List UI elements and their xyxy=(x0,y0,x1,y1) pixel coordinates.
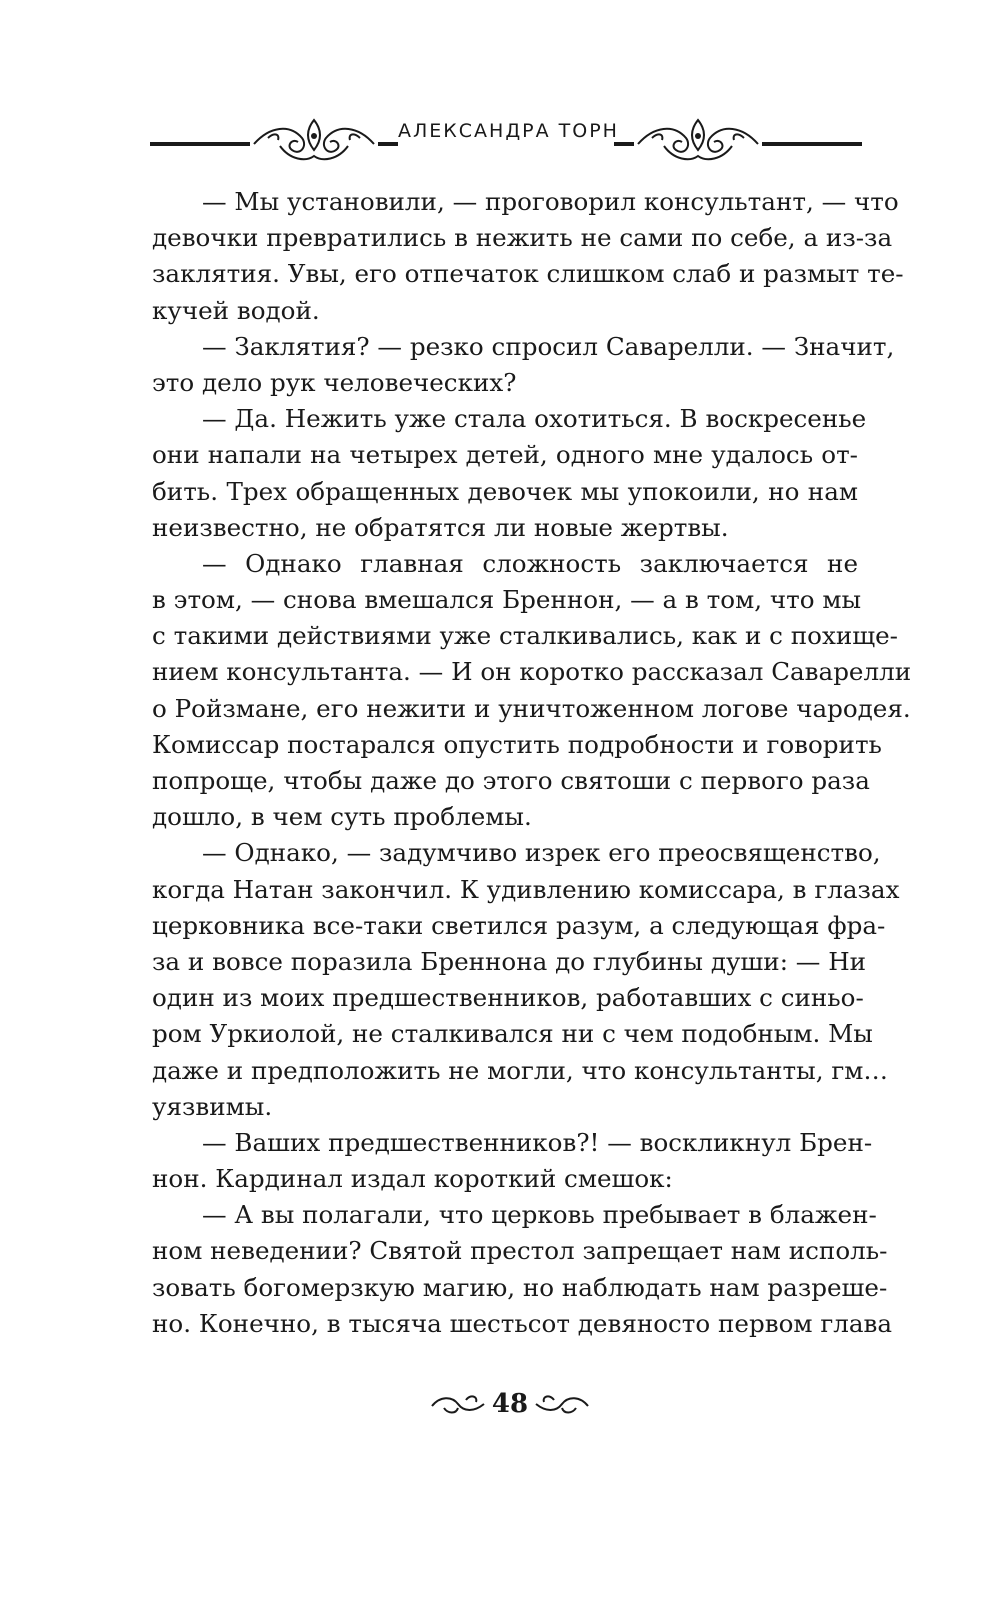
text-line: заклятия. Увы, его отпечаток слишком слаб и размыт те- xyxy=(152,259,904,289)
text-line: бить. Трех обращенных девочек мы упокоили, но нам xyxy=(152,476,858,506)
text-line: ром Уркиолой, не сталкивался ни с чем подобным. Мы xyxy=(152,1019,873,1049)
text-line: — Однако, — задумчиво изрек его преосвященство, xyxy=(202,838,881,868)
text-line: — Мы установили, — проговорил консультант, — что xyxy=(202,187,899,216)
text-line: кучей водой. xyxy=(152,295,320,325)
text-line: — А вы полагали, что церковь пребывает в блажен- xyxy=(202,1200,877,1230)
text-line: нон. Кардинал издал короткий смешок: xyxy=(152,1164,673,1194)
text-line: нием консультанта. — И он коротко рассказал Саварелли xyxy=(152,657,912,687)
text-line: когда Натан закончил. К удивлению комиссара, в глазах xyxy=(152,874,900,904)
text-line: они напали на четырех детей, одного мне удалось от- xyxy=(152,440,858,470)
text-line: это дело рук человеческих? xyxy=(152,367,517,397)
text-line: девочки превратились в нежить не сами по себе, а из-за xyxy=(152,223,893,253)
text-line: с такими действиями уже сталкивались, как и с похище- xyxy=(152,621,898,651)
text-line: один из моих предшественников, работавших с синьо- xyxy=(152,983,864,1013)
page-number: 48 xyxy=(491,1389,529,1419)
body-text xyxy=(152,184,912,1342)
header-rule-mid-right xyxy=(614,142,634,146)
text-line: уязвимы. xyxy=(152,1091,273,1121)
header-rule-left xyxy=(150,142,250,146)
text-line: ном неведении? Святой престол запрещает нам исполь- xyxy=(152,1236,888,1266)
text-line: дошло, в чем суть проблемы. xyxy=(152,802,532,832)
text-line: о Ройзмане, его нежити и уничтоженном логове чародея. xyxy=(152,693,911,723)
text-line: но. Конечно, в тысяча шестьсот девяносто первом глава xyxy=(152,1308,893,1338)
text-line: неизвестно, не обратятся ли новые жертвы. xyxy=(152,512,729,542)
text-line: — Да. Нежить уже стала охотиться. В воскресенье xyxy=(202,404,867,434)
text-line: — Однако главная сложность заключается не xyxy=(202,548,858,578)
flourish-ornament-right-icon xyxy=(634,116,762,164)
text-line: за и вовсе поразила Бреннона до глубины души: — Ни xyxy=(152,946,867,976)
text-line: зовать богомерзкую магию, но наблюдать нам разреше- xyxy=(152,1272,888,1302)
page-footer xyxy=(430,1386,590,1426)
running-header xyxy=(150,112,862,164)
text-line: — Заклятия? — резко спросил Саварелли. — Значит, xyxy=(202,331,895,361)
running-title: АЛЕКСАНДРА ТОРН xyxy=(398,120,619,142)
text-line: — Ваших предшественников?! — воскликнул Брен- xyxy=(202,1127,873,1157)
flourish-ornament-left-icon xyxy=(250,116,378,164)
text-line: даже и предположить не могли, что консультанты, гм… xyxy=(152,1055,888,1085)
text-line: Комиссар постарался опустить подробности и говорить xyxy=(152,729,882,759)
header-rule-mid-left xyxy=(378,142,398,146)
text-line: церковника все-таки светился разум, а следующая фра- xyxy=(152,910,886,940)
text-line: попроще, чтобы даже до этого святоши с первого раза xyxy=(152,766,870,795)
footer-flourish-right-icon xyxy=(534,1392,590,1418)
header-rule-right xyxy=(762,142,862,146)
footer-flourish-left-icon xyxy=(430,1392,486,1418)
text-line: в этом, — снова вмешался Бреннон, — а в том, что мы xyxy=(152,585,862,615)
